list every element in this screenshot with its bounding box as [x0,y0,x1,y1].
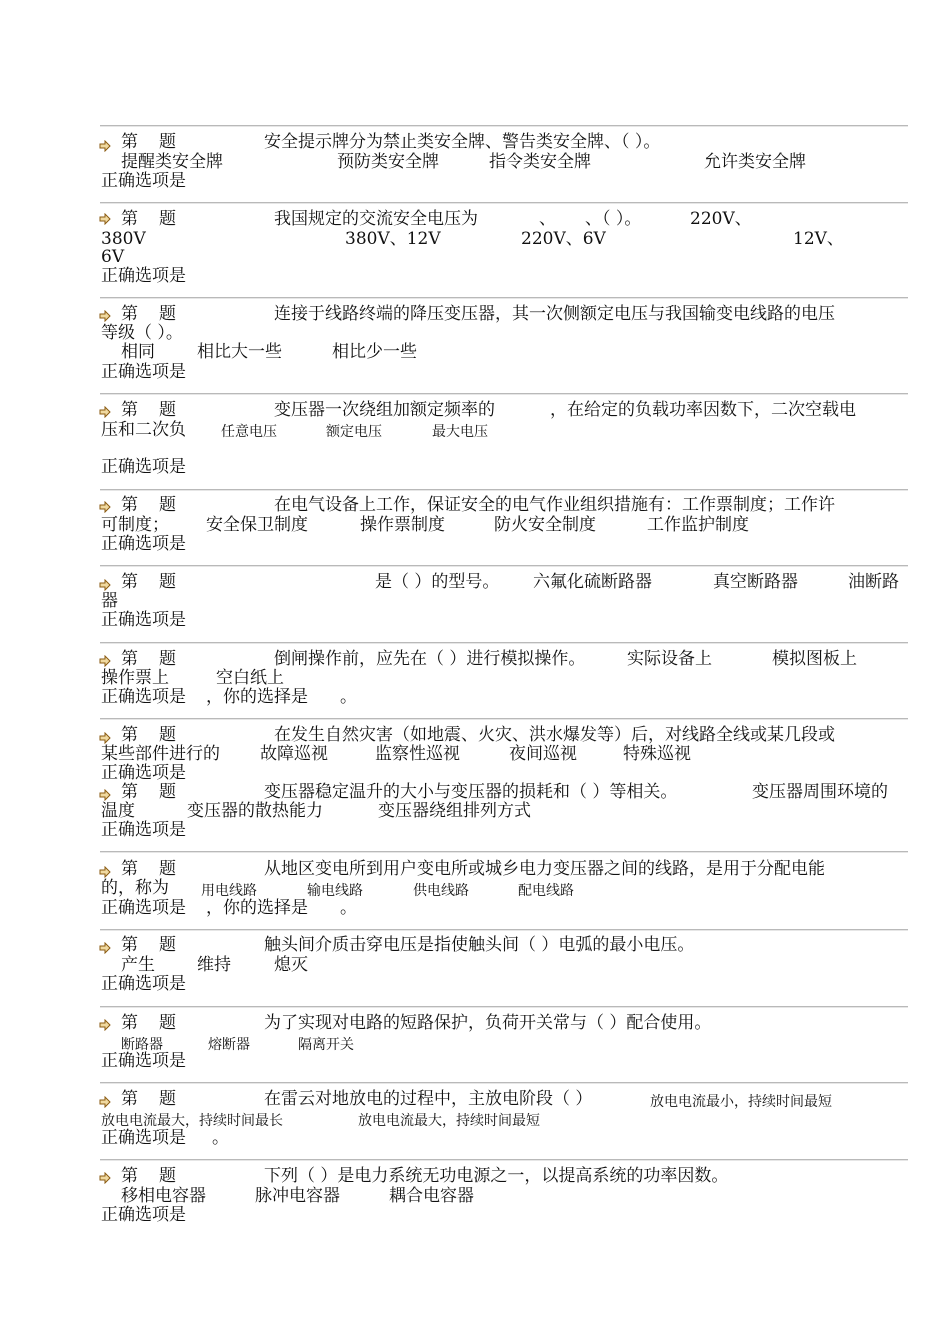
option-b[interactable]: 模拟图板上 [772,649,857,669]
correct-answer-label: 正确选项是 [101,898,186,918]
divider [100,929,908,931]
question-stem: 安全提示牌分为禁止类安全牌、警告类安全牌、（ ）。 [264,132,661,152]
option-b[interactable]: 输电线路 [307,883,363,899]
option-c[interactable]: 相比少一些 [332,342,417,362]
correct-answer-label: 正确选项是 [101,687,186,707]
arrow-bullet-icon [99,406,111,418]
question-label-suffix: 题 [159,649,176,669]
correct-answer-label: 正确选项是 [101,1205,186,1225]
question-label-prefix: 第 [121,1166,138,1186]
option-b[interactable]: 监察性巡视 [375,744,460,764]
correct-answer-label: 正确选项是 [101,763,186,783]
divider [100,125,908,127]
correct-answer-label: 正确选项是 [101,171,186,191]
option-a[interactable]: 实际设备上 [627,649,712,669]
option-a[interactable]: 相同 [121,342,155,362]
arrow-bullet-icon [99,1172,111,1184]
option-a[interactable]: 提醒类安全牌 [121,152,223,172]
option-b[interactable]: 220V、6V [521,229,606,249]
period: 。 [340,898,357,918]
question-stem: 、（ ）。 [585,209,642,229]
question-label-suffix: 题 [159,209,176,229]
option-b[interactable]: 维持 [197,955,231,975]
question-label-suffix: 题 [159,935,176,955]
option-a[interactable]: 六氟化硫断路器 [533,572,652,592]
question-label-prefix: 第 [121,649,138,669]
option-c[interactable]: 放电电流最大，持续时间最短 [358,1113,540,1129]
option-b[interactable]: 变压器的散热能力 [187,801,323,821]
option-d[interactable]: 空白纸上 [216,668,284,688]
question-stem: ，在给定的负载功率因数下，二次空载电 [550,400,856,420]
option-a[interactable]: 断路器 [121,1037,163,1053]
question-stem: 倒闸操作前，应先在（ ）进行模拟操作。 [274,649,586,669]
option-b[interactable]: 真空断路器 [713,572,798,592]
divider [100,393,908,395]
question-stem: 是（ ）的型号。 [375,572,500,592]
arrow-bullet-icon [99,942,111,954]
option-a[interactable]: 用电线路 [201,883,257,899]
option-a[interactable]: 产生 [121,955,155,975]
question-label-suffix: 题 [159,1089,176,1109]
question-label-suffix: 题 [159,495,176,515]
question-stem: 在发生自然灾害（如地震、火灾、洪水爆发等）后，对线路全线或某几段或 [274,725,835,745]
option-c[interactable]: 熄灭 [274,955,308,975]
correct-answer-label: 正确选项是 [101,610,186,630]
question-stem: 压和二次负 [101,420,186,440]
question-stem: 的，称为 [101,878,169,898]
option-c[interactable]: 12V、 [793,229,844,249]
correct-answer-label: 正确选项是 [101,974,186,994]
period: 。 [212,1128,229,1148]
option-c[interactable]: 指令类安全牌 [489,152,591,172]
question-stem: 某些部件进行的 [101,744,220,764]
option-c[interactable]: 耦合电容器 [389,1186,474,1206]
divider [100,1006,908,1008]
question-stem: 触头间介质击穿电压是指使触头间（ ）电弧的最小电压。 [264,935,695,955]
option-a[interactable]: 变压器周围环境的 [752,782,888,802]
question-stem: 我国规定的交流安全电压为 [274,209,478,229]
correct-answer-label: 正确选项是 [101,1128,186,1148]
option-c[interactable]: 隔离开关 [298,1037,354,1053]
question-label-suffix: 题 [159,304,176,324]
arrow-bullet-icon [99,866,111,878]
question-label-prefix: 第 [121,304,138,324]
arrow-bullet-icon [99,1096,111,1108]
question-label-prefix: 第 [121,572,138,592]
option-b[interactable]: 脉冲电容器 [255,1186,340,1206]
question-label-suffix: 题 [159,132,176,152]
divider [100,1159,908,1161]
correct-answer-label: 正确选项是 [101,534,186,554]
correct-answer-label: 正确选项是 [101,266,186,286]
option-c-cont[interactable]: 器 [101,591,118,611]
question-label-suffix: 题 [159,572,176,592]
question-label-suffix: 题 [159,782,176,802]
your-choice-label: ，你的选择是 [206,898,308,918]
question-stem: 变压器稳定温升的大小与变压器的损耗和（ ）等相关。 [264,782,678,802]
arrow-bullet-icon [99,1019,111,1031]
option-b[interactable]: 预防类安全牌 [337,152,439,172]
option-c[interactable]: 最大电压 [432,424,488,440]
question-stem: 在电气设备上工作，保证安全的电气作业组织措施有：工作票制度；工作许 [274,495,835,515]
divider [100,565,908,567]
question-label-prefix: 第 [121,935,138,955]
option-d[interactable]: 特殊巡视 [623,744,691,764]
option-b[interactable]: 操作票制度 [360,515,445,535]
question-label-prefix: 第 [121,132,138,152]
arrow-bullet-icon [99,310,111,322]
correct-answer-label: 正确选项是 [101,457,186,477]
option-a-cont[interactable]: 温度 [101,801,135,821]
option-b[interactable]: 额定电压 [326,424,382,440]
option-c[interactable]: 油断路 [848,572,899,592]
option-c[interactable]: 变压器绕组排列方式 [378,801,531,821]
question-label-suffix: 题 [159,859,176,879]
divider [100,297,908,299]
divider [100,718,908,720]
divider [100,1082,908,1084]
option-a[interactable]: 380V、12V [345,229,441,249]
question-stem: 变压器一次绕组加额定频率的 [274,400,495,420]
option-b[interactable]: 放电电流最大，持续时间最长 [101,1113,283,1129]
option-c[interactable]: 供电线路 [413,883,469,899]
question-label-prefix: 第 [121,1013,138,1033]
arrow-bullet-icon [99,501,111,513]
question-label-prefix: 第 [121,782,138,802]
option-a[interactable]: 移相电容器 [121,1186,206,1206]
option-b[interactable]: 熔断器 [208,1037,250,1053]
question-stem: 380V [101,229,146,249]
option-c[interactable]: 夜间巡视 [509,744,577,764]
question-label-prefix: 第 [121,725,138,745]
period: 。 [340,687,357,707]
arrow-bullet-icon [99,213,111,225]
question-stem: 从地区变电所到用户变电所或城乡电力变压器之间的线路，是用于分配电能 [264,859,825,879]
divider [100,642,908,644]
question-label-prefix: 第 [121,495,138,515]
question-stem: 220V、 [690,209,752,229]
option-a[interactable]: 安全保卫制度 [206,515,308,535]
divider [100,489,908,491]
option-c[interactable]: 防火安全制度 [494,515,596,535]
question-label-prefix: 第 [121,859,138,879]
option-a[interactable]: 故障巡视 [260,744,328,764]
option-c-cont[interactable]: 6V [101,247,125,267]
correct-answer-label: 正确选项是 [101,820,186,840]
divider [100,202,908,204]
option-b[interactable]: 相比大一些 [197,342,282,362]
question-stem: 在雷云对地放电的过程中，主放电阶段（ ） [264,1089,593,1109]
question-stem: 连接于线路终端的降压变压器，其一次侧额定电压与我国输变电线路的电压 [274,304,835,324]
option-d[interactable]: 配电线路 [518,883,574,899]
option-a[interactable]: 放电电流最小，持续时间最短 [650,1094,832,1110]
arrow-bullet-icon [99,140,111,152]
option-a[interactable]: 任意电压 [221,424,277,440]
question-label-suffix: 题 [159,400,176,420]
question-label-suffix: 题 [159,1166,176,1186]
question-stem: 等级（ ）。 [101,323,183,343]
question-stem: 可制度； [101,515,169,535]
question-stem: 为了实现对电路的短路保护，负荷开关常与（ ）配合使用。 [264,1013,712,1033]
option-c[interactable]: 操作票上 [101,668,169,688]
question-label-suffix: 题 [159,1013,176,1033]
option-d[interactable]: 工作监护制度 [647,515,749,535]
your-choice-label: ，你的选择是 [206,687,308,707]
question-stem: 、 [539,209,556,229]
arrow-bullet-icon [99,655,111,667]
question-label-prefix: 第 [121,400,138,420]
arrow-bullet-icon [99,789,111,801]
question-label-prefix: 第 [121,209,138,229]
correct-answer-label: 正确选项是 [101,362,186,382]
option-d[interactable]: 允许类安全牌 [704,152,806,172]
arrow-bullet-icon [99,579,111,591]
question-label-prefix: 第 [121,1089,138,1109]
arrow-bullet-icon [99,732,111,744]
correct-answer-label: 正确选项是 [101,1051,186,1071]
question-stem: 下列（ ）是电力系统无功电源之一，以提高系统的功率因数。 [264,1166,729,1186]
question-label-suffix: 题 [159,725,176,745]
divider [100,851,908,853]
